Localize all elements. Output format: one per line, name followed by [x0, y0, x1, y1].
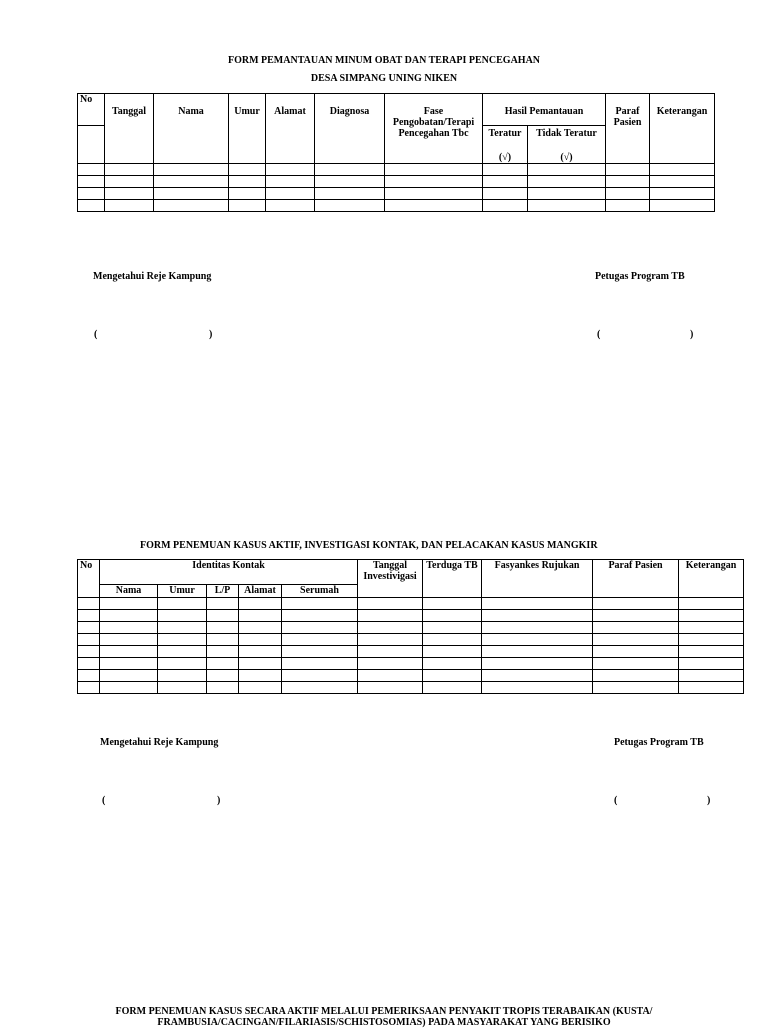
form1-title: FORM PEMANTAUAN MINUM OBAT DAN TERAPI PENCEGAHAN [227, 55, 541, 66]
form2-left-paren-close: ) [217, 795, 221, 806]
form3-title-line2: FRAMBUSIA/CACINGAN/FILARIASIS/SCHISTOSOMIAS) PADA MASYARAKAT YANG BERISIKO [157, 1017, 611, 1028]
check-teratur: (√) [498, 152, 512, 163]
header-keterangan: Keterangan [679, 560, 744, 598]
table-row [78, 670, 744, 682]
form1-left-paren-close: ) [209, 329, 213, 340]
form2-sign-right: Petugas Program TB [614, 737, 704, 748]
header-keterangan: Keterangan [650, 94, 715, 164]
form2-right-paren-open: ( [614, 795, 618, 806]
form1-sign-right: Petugas Program TB [595, 271, 685, 282]
table-row [78, 610, 744, 622]
header-identitas: Identitas Kontak [100, 560, 358, 585]
header-umur: Umur [229, 94, 266, 164]
form1-subtitle: DESA SIMPANG UNING NIKEN [310, 73, 458, 84]
table-row [78, 658, 744, 670]
header-fase: Fase Pengobatan/Terapi Pencegahan Tbc [385, 94, 483, 164]
form2-table [77, 559, 744, 694]
header-terduga: Terduga TB [423, 560, 482, 598]
header-tanggal-investigasi: Tanggal Investivigasi [358, 560, 423, 598]
header-paraf: Paraf Pasien [593, 560, 679, 598]
form1-table [77, 93, 715, 212]
form1-left-paren-open: ( [94, 329, 98, 340]
form2-sign-left: Mengetahui Reje Kampung [100, 737, 219, 748]
form1-sign-left: Mengetahui Reje Kampung [93, 271, 212, 282]
header-umur: Umur [158, 585, 207, 598]
header-fasyankes: Fasyankes Rujukan [482, 560, 593, 598]
form2-left-paren-open: ( [102, 795, 106, 806]
label-teratur: Teratur [488, 128, 522, 139]
form1-right-paren-close: ) [690, 329, 694, 340]
header-alamat: Alamat [239, 585, 282, 598]
check-tidak-teratur: (√) [560, 152, 573, 163]
table-row [78, 176, 715, 188]
header-alamat: Alamat [266, 94, 315, 164]
table-row [78, 634, 744, 646]
table-row [78, 164, 715, 176]
header-no: No [78, 94, 105, 126]
header-teratur [483, 126, 528, 164]
table-row [78, 598, 744, 610]
header-tanggal: Tanggal [105, 94, 154, 164]
header-no-blank [78, 126, 105, 164]
header-paraf: Paraf Pasien [606, 94, 650, 164]
form2-right-paren-close: ) [707, 795, 711, 806]
header-tidak-teratur [528, 126, 606, 164]
table-row [78, 646, 744, 658]
form2-title: FORM PENEMUAN KASUS AKTIF, INVESTIGASI KONTAK, DAN PELACAKAN KASUS MANGKIR [140, 540, 598, 551]
header-nama: Nama [154, 94, 229, 164]
table-row [78, 200, 715, 212]
header-serumah: Serumah [282, 585, 358, 598]
table-row [78, 188, 715, 200]
header-diagnosa: Diagnosa [315, 94, 385, 164]
header-no: No [78, 560, 100, 598]
table-row [78, 682, 744, 694]
header-lp: L/P [207, 585, 239, 598]
form1-right-paren-open: ( [597, 329, 601, 340]
header-hasil: Hasil Pemantauan [483, 94, 606, 126]
header-nama: Nama [100, 585, 158, 598]
table-row [78, 622, 744, 634]
label-tidak-teratur: Tidak Teratur [536, 128, 597, 139]
form3-title-line1: FORM PENEMUAN KASUS SECARA AKTIF MELALUI PEMERIKSAAN PENYAKIT TROPIS TERABAIKAN (KUSTA/ [115, 1006, 653, 1017]
